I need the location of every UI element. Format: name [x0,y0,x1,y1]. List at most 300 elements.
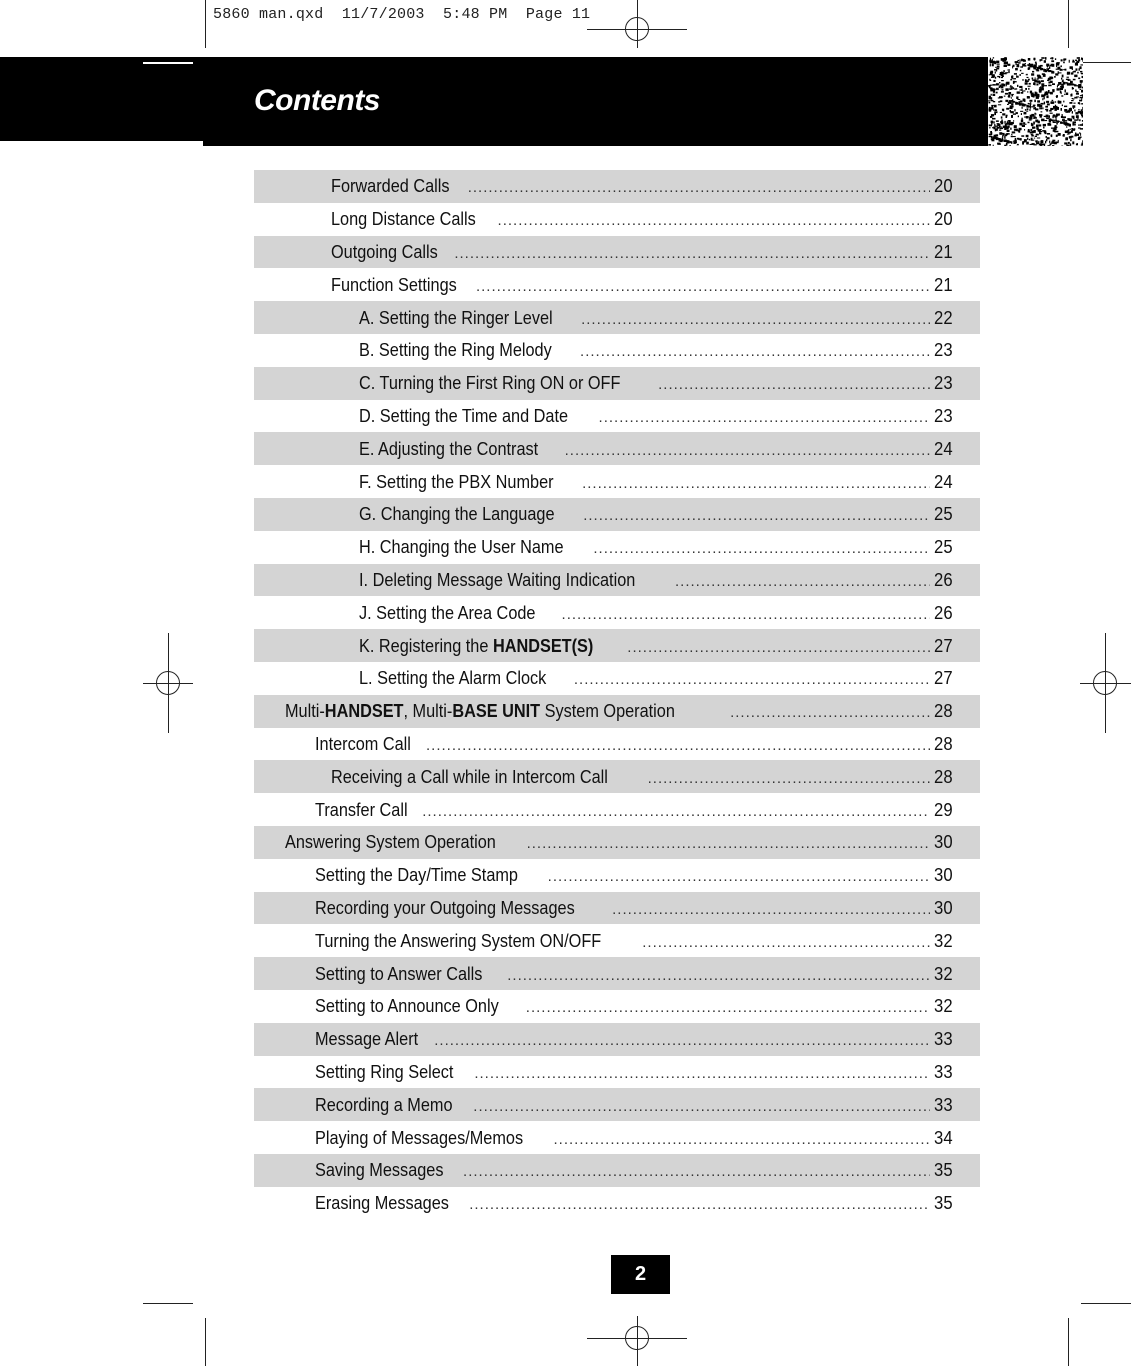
halftone-dot [1010,85,1011,86]
halftone-dot [1072,128,1076,130]
halftone-dot [1034,100,1036,103]
halftone-dot [1059,72,1062,73]
halftone-dot [1041,94,1044,97]
toc-entry [254,1088,980,1121]
halftone-dot [1069,119,1071,121]
toc-leader-dots [468,179,931,196]
halftone-dot [1000,121,1001,122]
toc-entry-label: F. Setting the PBX Number [359,470,554,492]
toc-entry-label-part: Multi- [285,700,325,722]
halftone-dot [1045,141,1046,144]
halftone-dot [994,69,997,70]
halftone-dot [1082,111,1083,114]
halftone-dot [1078,78,1080,80]
toc-leader-dots [473,1098,930,1115]
halftone-dot [1073,79,1076,81]
halftone-dot [1072,141,1074,144]
toc-entry-label: Intercom Call [315,732,411,754]
halftone-dot [1062,119,1064,122]
toc-entry-label: B. Setting the Ring Melody [359,339,552,361]
halftone-dot [1003,58,1006,60]
halftone-dot [1069,60,1070,63]
table-of-contents [254,170,980,1220]
halftone-dot [1064,120,1067,122]
halftone-dot [1002,84,1005,87]
halftone-dot [1011,94,1014,95]
halftone-dot [1032,66,1034,68]
halftone-dot [1058,100,1060,102]
halftone-dot [1069,108,1072,111]
halftone-dot [1037,79,1038,80]
toc-entry-label: Erasing Messages [315,1192,449,1214]
halftone-dot [1060,87,1063,90]
halftone-dot [1052,119,1053,122]
toc-leader-dots [507,967,930,984]
halftone-dot [1031,124,1033,126]
halftone-dot [1008,71,1009,73]
halftone-dot [990,116,992,118]
registration-mark [637,0,638,48]
halftone-dot [989,125,992,127]
halftone-dot [1077,61,1080,63]
toc-entry-label: Function Settings [331,273,457,295]
toc-entry-label: D. Setting the Time and Date [359,404,569,426]
halftone-dot [990,58,991,60]
toc-entry-label-part: HANDSET(S) [492,634,594,656]
toc-entry-page: 35 [934,1192,953,1214]
toc-entry [254,629,980,662]
halftone-dot [1018,116,1019,118]
halftone-dot [1063,116,1066,118]
halftone-dot [1052,145,1054,146]
halftone-dot [1082,107,1083,110]
toc-entry-page: 33 [934,1060,953,1082]
halftone-dot [1021,135,1024,137]
toc-entry-page: 30 [934,896,953,918]
toc-leader-dots [548,868,931,885]
toc-leader-dots [627,639,930,656]
halftone-dot [1013,81,1015,83]
halftone-dot [1077,118,1078,121]
toc-entry [254,1154,980,1187]
halftone-dot [1046,118,1049,119]
toc-entry-page: 35 [934,1159,953,1181]
halftone-dot [1011,115,1013,118]
halftone-dot [1026,142,1029,145]
halftone-dot [1076,91,1078,93]
halftone-dot [1016,66,1019,67]
halftone-dot [1018,101,1020,103]
toc-leader-dots [574,671,931,688]
halftone-dot [991,105,993,107]
halftone-dot [1011,88,1012,89]
toc-entry-page: 25 [934,503,953,525]
halftone-dot [1064,94,1065,95]
toc-entry-label-part: K. Registering the [359,634,493,656]
halftone-dot [1007,130,1010,132]
halftone-dot [1035,77,1036,79]
halftone-dot [1014,73,1017,75]
halftone-dot [1010,128,1011,130]
halftone-dot [1042,86,1044,89]
halftone-dot [1032,127,1034,129]
halftone-dot [1070,84,1073,86]
halftone-dot [1026,111,1028,112]
toc-leader-dots [463,1163,930,1180]
header-rule-gap [0,141,203,146]
halftone-dot [1035,136,1037,137]
toc-entry [254,400,980,433]
toc-leader-dots [730,704,930,721]
halftone-dot [1015,61,1018,63]
toc-leader-dots [498,212,931,229]
halftone-dot [989,85,990,88]
halftone-dot [1041,119,1044,122]
halftone-dot [1007,141,1010,144]
halftone-dot [1063,101,1064,103]
halftone-dot [1012,87,1014,89]
halftone-dot [990,60,993,63]
halftone-dot [1024,99,1026,102]
halftone-dot [1022,91,1023,94]
toc-entry-label: Recording a Memo [315,1093,453,1115]
halftone-dot [1062,80,1063,82]
halftone-dot [1034,80,1037,82]
halftone-dot [1031,138,1033,141]
halftone-dot [1065,137,1068,140]
halftone-dot [1003,139,1006,142]
halftone-dot [989,127,991,128]
halftone-dot [1009,100,1013,102]
toc-entry-label: A. Setting the Ringer Level [359,306,553,328]
halftone-dot [1078,124,1079,126]
halftone-dot [1000,100,1003,102]
halftone-dot [1017,144,1019,145]
halftone-dot [1036,134,1039,136]
toc-entry-label: Answering System Operation [285,831,496,853]
halftone-dot [989,74,990,75]
halftone-dot [1056,135,1058,137]
halftone-dot [1061,78,1062,80]
halftone-dot [997,124,1000,126]
toc-entry [254,334,980,367]
halftone-dot [1049,118,1051,121]
toc-leader-dots [526,999,931,1016]
halftone-dot [1015,138,1017,141]
halftone-dot [1020,70,1022,72]
toc-leader-dots [454,245,930,262]
halftone-dot [1068,79,1070,81]
halftone-dot [1077,57,1079,59]
halftone-dot [1011,136,1013,138]
halftone-dot [998,138,1000,140]
halftone-dot [1046,115,1049,118]
halftone-dot [1061,116,1063,118]
halftone-dot [1028,58,1031,61]
halftone-dot [1040,116,1042,118]
toc-entry-page: 20 [934,208,953,230]
halftone-dot [1043,127,1044,129]
halftone-dot [1028,88,1029,90]
halftone-dot [1013,65,1015,67]
halftone-dot [1056,123,1058,124]
halftone-dot [1063,134,1065,137]
halftone-dot [1061,84,1064,86]
halftone-dot [1016,129,1018,132]
halftone-dot [1050,65,1052,66]
halftone-dot [1052,64,1055,67]
halftone-dot [1072,98,1074,99]
toc-entry-page: 30 [934,831,953,853]
halftone-dot [1000,128,1003,130]
halftone-dot [1073,121,1077,123]
toc-entry [254,957,980,990]
halftone-dot [1062,114,1063,116]
halftone-dot [1026,80,1029,82]
halftone-dot [998,88,999,90]
toc-leader-dots [565,442,931,459]
crop-mark [143,1303,193,1304]
halftone-dot [1057,114,1060,116]
halftone-dot [1078,137,1080,140]
halftone-dot [1031,73,1034,75]
halftone-dot [1071,94,1072,97]
toc-entry-label: E. Adjusting the Contrast [359,437,539,459]
halftone-dot [1020,111,1023,112]
toc-leader-dots [583,507,930,524]
halftone-dot [993,94,996,96]
halftone-dot [1039,87,1041,88]
toc-entry-page: 27 [934,667,953,689]
halftone-dot [1082,140,1083,142]
halftone-dot [1020,138,1022,140]
halftone-dot [1004,65,1008,67]
halftone-dot [1077,85,1079,86]
toc-entry [254,793,980,826]
halftone-dot [1039,124,1042,126]
halftone-dot [1052,141,1053,143]
toc-entry-page: 33 [934,1028,953,1050]
halftone-dot [1033,82,1035,85]
halftone-dot [1023,60,1025,62]
halftone-dot [1038,121,1040,124]
halftone-dot [1066,145,1067,146]
halftone-dot [994,124,995,126]
halftone-dot [1071,100,1074,101]
page-number-badge: 2 [611,1255,670,1294]
halftone-dot [1075,90,1076,92]
halftone-dot [1009,145,1011,146]
toc-entry-page: 28 [934,765,953,787]
halftone-dot [991,121,994,124]
crop-mark [1068,0,1069,48]
halftone-dot [1037,75,1040,77]
halftone-dot [1004,73,1007,75]
halftone-dot [1067,77,1069,78]
toc-entry-page: 29 [934,798,953,820]
halftone-dot [1033,122,1035,125]
halftone-dot [1080,71,1082,72]
halftone-dot [1081,143,1083,146]
halftone-dot [1002,89,1004,90]
halftone-dot [996,88,997,90]
halftone-dot [993,57,994,58]
toc-leader-dots [469,1196,930,1213]
toc-entry-page: 24 [934,437,953,459]
toc-entry-page: 34 [934,1126,953,1148]
halftone-dot [1029,119,1032,120]
toc-leader-dots [675,573,930,590]
halftone-dot [1018,131,1020,133]
halftone-dot [1002,139,1003,141]
halftone-dot [1054,142,1057,144]
halftone-dot [988,100,990,101]
halftone-dot [1007,133,1010,135]
halftone-dot [1061,95,1063,96]
toc-entry-page: 21 [934,273,953,295]
halftone-dot [1011,103,1013,105]
halftone-dot [1064,106,1067,108]
halftone-dot [1045,106,1048,108]
halftone-dot [996,120,999,122]
halftone-dot [1065,69,1067,71]
halftone-dot [1007,104,1009,105]
halftone-dot [1017,76,1019,78]
halftone-dot [1066,93,1068,96]
halftone-dot [999,77,1000,79]
toc-entry-label: Setting the Day/Time Stamp [315,864,518,886]
halftone-dot [1047,133,1050,135]
halftone-dot [992,59,993,61]
halftone-dot [1064,142,1067,144]
halftone-dot [1024,129,1025,130]
halftone-dot [1052,100,1054,101]
toc-entry-label: Message Alert [315,1028,419,1050]
halftone-dot [1036,63,1037,65]
halftone-dot [1044,102,1045,105]
halftone-dot [1043,124,1046,126]
halftone-dot [989,97,992,99]
toc-leader-dots [582,475,930,492]
toc-leader-dots [658,376,930,393]
halftone-dot [1049,141,1050,143]
halftone-dot [1039,105,1042,107]
halftone-dot [1055,101,1056,102]
halftone-dot [1051,135,1053,136]
halftone-dot [1045,109,1047,110]
toc-entry-label: C. Turning the First Ring ON or OFF [359,372,621,394]
halftone-dot [1027,138,1028,140]
toc-entry [254,465,980,498]
halftone-dot [1025,82,1028,84]
halftone-dot [995,67,997,68]
halftone-dot [1074,71,1076,73]
halftone-dot [1045,57,1047,60]
toc-entry-label-part: , Multi- [403,700,453,722]
halftone-dot [1030,115,1032,118]
toc-entry-page: 32 [934,962,953,984]
halftone-dot [992,84,995,86]
toc-entry-label: H. Changing the User Name [359,536,564,558]
halftone-dot [1009,120,1011,123]
toc-entry-label: Receiving a Call while in Intercom Call [331,765,608,787]
toc-entry-label: Turning the Answering System ON/OFF [315,929,602,951]
halftone-dot [1067,72,1070,75]
toc-leader-dots [581,311,930,328]
toc-entry [254,432,980,465]
halftone-dot [1019,128,1022,130]
toc-entry-page: 27 [934,634,953,656]
halftone-dot [1033,144,1036,145]
halftone-dot [1037,138,1040,139]
halftone-dot [1058,82,1061,85]
halftone-dot [1046,64,1049,67]
halftone-dot [1028,122,1030,124]
halftone-dot [1004,136,1005,139]
toc-entry-page: 24 [934,470,953,492]
halftone-dot [1079,100,1082,102]
toc-entry-label: Setting to Announce Only [315,995,499,1017]
halftone-dot [1063,69,1064,70]
halftone-dot [1010,141,1012,143]
halftone-dot [1026,105,1028,108]
halftone-dot [1049,110,1052,112]
toc-entry-page: 23 [934,404,953,426]
toc-entry [254,728,980,761]
toc-entry-page: 28 [934,732,953,754]
halftone-dot [1054,127,1057,130]
halftone-dot [1001,86,1004,88]
halftone-dot [1062,75,1064,78]
halftone-dot [1002,133,1005,134]
toc-entry-label: L. Setting the Alarm Clock [359,667,547,689]
halftone-dot [1066,126,1067,128]
halftone-dot [1041,108,1042,110]
halftone-dot [1069,83,1070,84]
halftone-dot [994,61,996,63]
halftone-dot [1072,87,1073,90]
halftone-dot [1043,69,1045,71]
toc-entry-label [285,700,675,722]
toc-leader-dots [422,803,930,820]
halftone-dot [1014,109,1015,111]
halftone-dot [1020,89,1023,90]
halftone-dot [1076,115,1079,118]
halftone-dot [1072,111,1073,114]
halftone-dot [1027,96,1030,99]
toc-entry-page: 25 [934,536,953,558]
halftone-dot [1038,81,1040,83]
halftone-dot [1016,96,1018,99]
toc-entry [254,695,980,728]
halftone-dot [1029,139,1030,140]
halftone-dot [1016,63,1017,65]
halftone-dot [1054,76,1056,78]
toc-entry-page: 33 [934,1093,953,1115]
halftone-dot [1054,120,1057,121]
halftone-dot [1055,73,1058,75]
halftone-dot [1028,68,1030,70]
halftone-dot [1041,111,1043,112]
halftone-dot [1008,102,1011,104]
halftone-dot [1058,102,1060,104]
toc-entry [254,1187,980,1220]
halftone-dot [1002,76,1004,77]
halftone-dot [1060,90,1061,93]
halftone-dot [1026,74,1027,75]
halftone-dot [1079,68,1080,70]
halftone-dot [1026,116,1029,119]
